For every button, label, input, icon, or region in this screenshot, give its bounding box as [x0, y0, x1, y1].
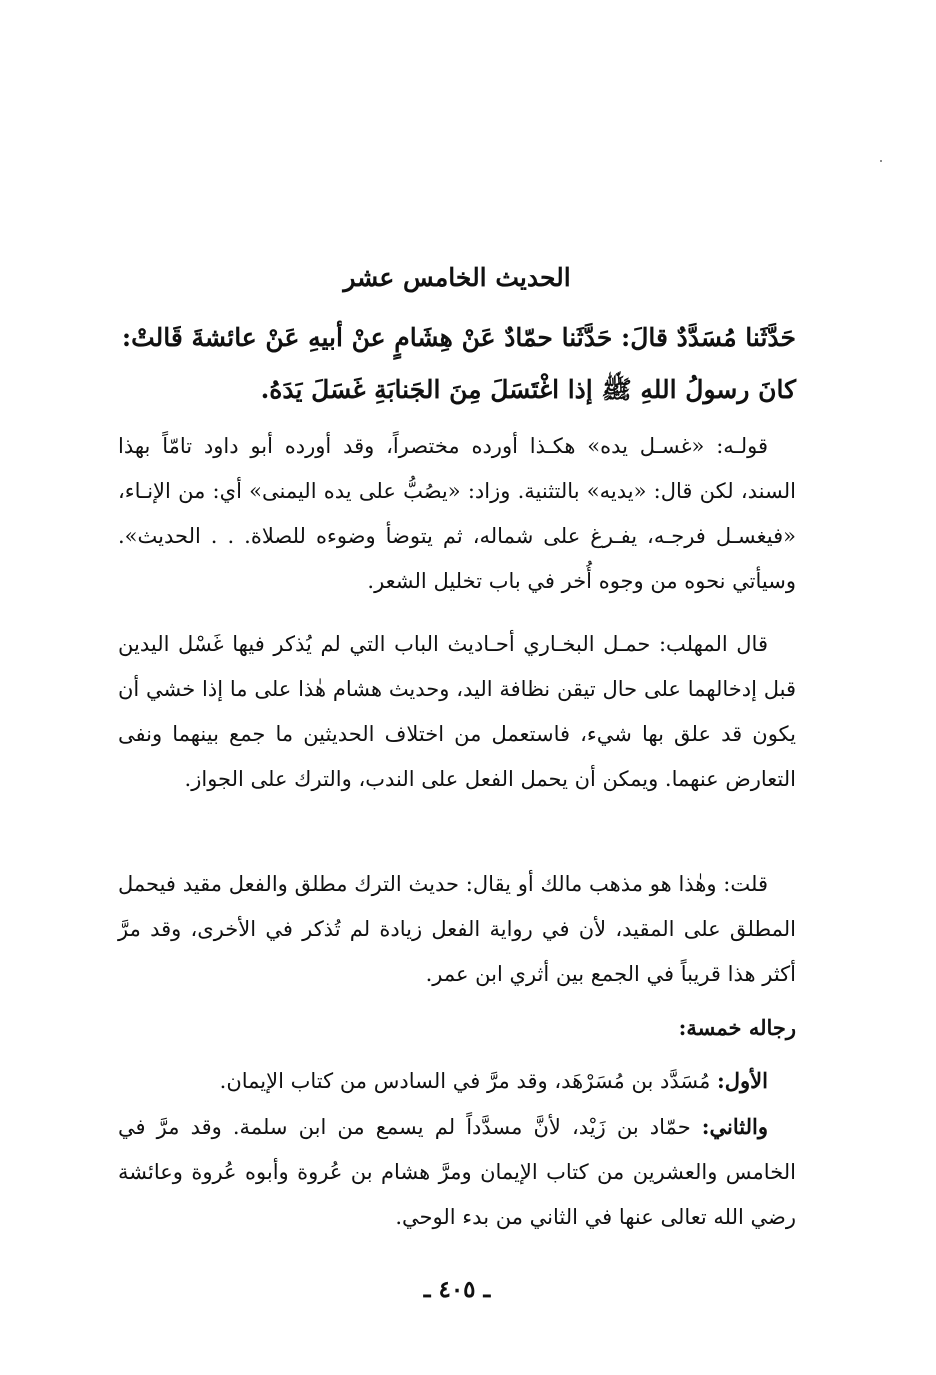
- narrator-second: [118, 1104, 796, 1240]
- narrator-first-label: الأول:: [717, 1068, 768, 1093]
- page-number: ـ ٤٠٥ ـ: [423, 1276, 491, 1303]
- narrator-second-text: حمّاد بن زَيْد، لأنَّ مسدَّداً لم يسمع من ابن سلمة. وقد مرَّ في الخامس والعشرين من كتاب الإيمان ومرَّ هشام بن عُروة وأبوه عُروة وعائشة رضي الله تعالى عنها في الثاني من بدء الوحي.: [118, 1115, 796, 1229]
- commentary-paragraph-3: قلت: وهٰذا هو مذهب مالك أو يقال: حديث الترك مطلق والفعل مقيد فيحمل المطلق على المقيد، لأن في رواية الفعل زيادة لم تُذكر في الأخرى، وقد مرَّ أكثر هذا قريباً في الجمع بين أثري ابن عمر.: [118, 872, 796, 986]
- narrator-first-text: مُسَدَّد بن مُسَرْهَد، وقد مرَّ في السادس من كتاب الإيمان.: [219, 1069, 718, 1093]
- narrator-first: [118, 1058, 796, 1104]
- commentary-paragraph-2: قال المهلب: حمـل البخـاري أحـاديث الباب التي لم يُذكر فيها غَسْل اليدين قبل إدخالهما على حال تيقن نظافة اليد، وحديث هشام هٰذا على ما إذا خشي أن يكون قد علق بها شيء، فاستعمل من اختلاف الحديثين ما جمع بينهما ونفى التعارض عنهما. ويمكن أن يحمل الفعل على الندب، والترك على الجواز.: [118, 632, 796, 791]
- section-title: الحديث الخامس عشر: [343, 263, 571, 292]
- book-page: [118, 0, 796, 1375]
- hadith-isnad-line: حَدَّثَنا مُسَدَّدٌ قالَ: حَدَّثَنا حمّادٌ عَنْ هِشَامٍ عنْ أبيهِ عَنْ عائشةَ قَالتْ:: [121, 323, 796, 352]
- commentary-paragraph-1: قولـه: «غسـل يده» هكـذا أورده مختصراً، وقد أورده أبو داود تامّاً بهذا السند، لكن قال: «يديه» بالتثنية. وزاد: «يصُبُّ على يده اليمنى» أي: من الإنـاء، «فيغسـل فرجـه، يفـرغ على شماله، ثم يتوضأ وضوءه للصلاة. . . الحديث». وسيأتي نحوه من وجوه أُخر في باب تخليل الشعر.: [118, 434, 796, 593]
- hadith-text: [118, 312, 796, 416]
- scan-speck: [880, 160, 882, 162]
- narrator-second-label: والثاني:: [701, 1114, 768, 1139]
- narrators-heading: رجاله خمسة:: [678, 1015, 796, 1040]
- hadith-matn-line: كانَ رسولُ اللهِ ﷺ إذا اغْتَسَلَ مِنَ الجَنابَةِ غَسَلَ يَدَهُ.: [260, 375, 796, 404]
- narrators-list: [118, 1058, 796, 1240]
